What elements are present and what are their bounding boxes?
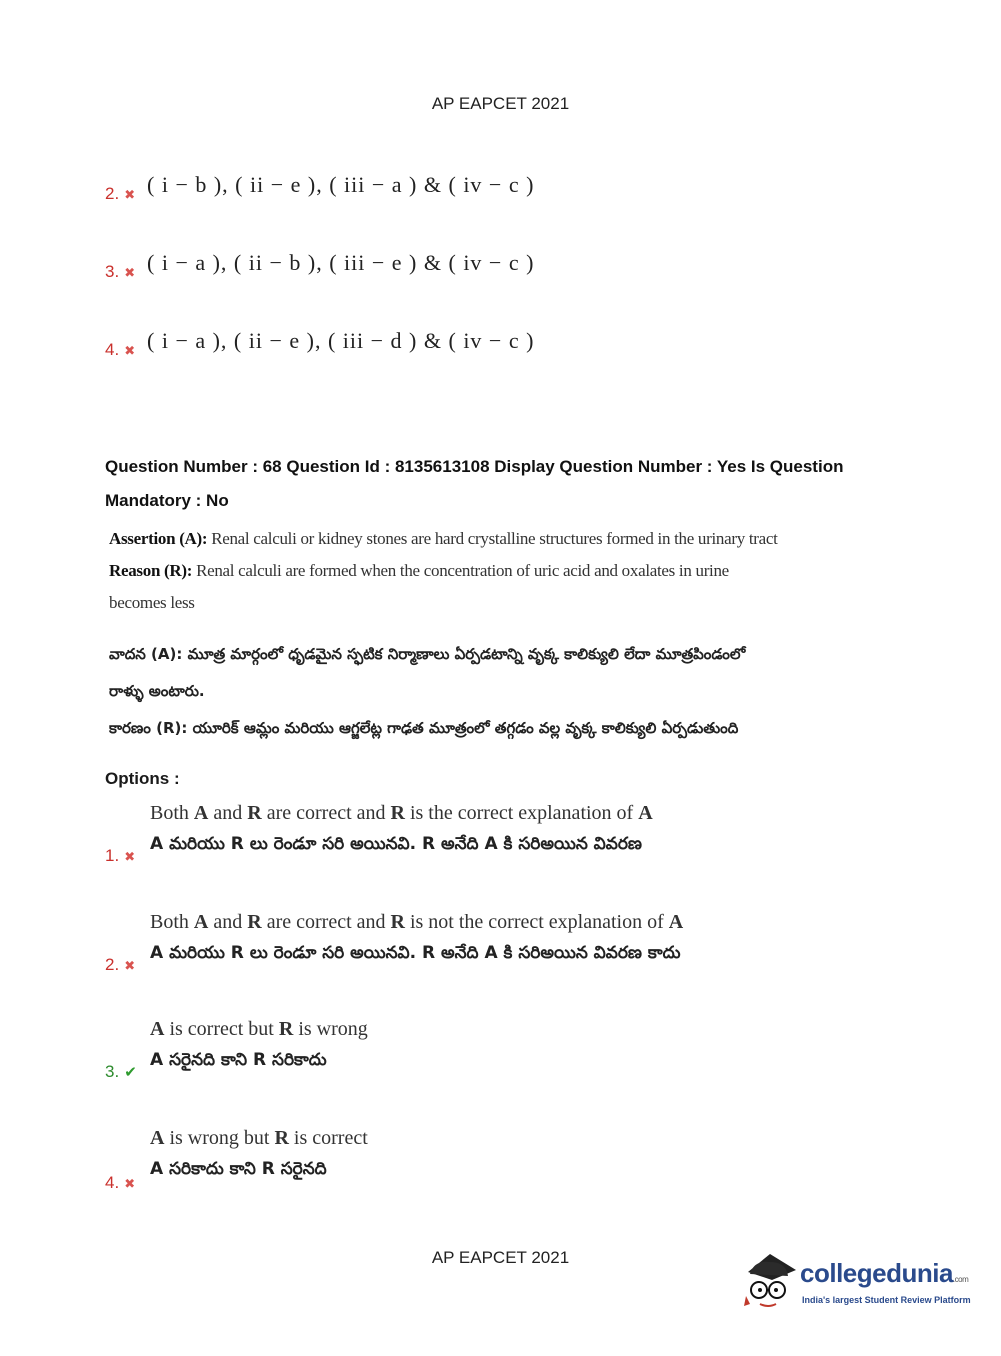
option-4-english: A is wrong but R is correct	[150, 1127, 368, 1149]
cross-icon: ✖	[124, 849, 136, 864]
option-number: 1.	[105, 846, 120, 865]
option-number: 2.	[105, 955, 120, 974]
option-2-telugu: A మరియు R లు రెండూ సరి అయినవి. R అనేది A కి సరిఅయిన వివరణ కాదు	[150, 943, 681, 963]
option-2-english: Both A and R are correct and R is not the correct explanation of A	[150, 911, 684, 933]
option-1-telugu: A మరియు R లు రెండూ సరి అయినవి. R అనేది A కి సరిఅయిన వివరణ	[150, 834, 642, 854]
mascot-icon	[742, 1250, 798, 1312]
assertion-statement	[109, 529, 778, 549]
option-expression: ( i − b ), ( ii − e ), ( iii − a ) & ( iv − c )	[147, 172, 535, 197]
telugu-reason: కారణం (R): యూరిక్ ఆమ్లం మరియు ఆగ్జలేట్ల గాఢత మూత్రంలో తగ్గడం వల్ల వృక్క కాలిక్యులి ఏర్పడుతుంది	[109, 719, 739, 737]
reason-statement	[109, 561, 729, 581]
option-number: 4.	[105, 1173, 120, 1192]
option-number: 4.	[105, 340, 120, 359]
option-expression: ( i − a ), ( ii − e ), ( iii − d ) & ( iv − c )	[147, 328, 535, 353]
cross-icon: ✖	[124, 1176, 136, 1191]
reason-text: Renal calculi are formed when the concentration of uric acid and oxalates in urine	[196, 561, 729, 580]
cross-icon: ✖	[124, 187, 136, 202]
question-meta-line2: Mandatory : No	[105, 491, 229, 510]
collegedunia-logo	[742, 1250, 972, 1316]
option-3-english: A is correct but R is wrong	[150, 1018, 368, 1040]
option-number: 3.	[105, 262, 120, 281]
cross-icon: ✖	[124, 265, 136, 280]
cross-icon: ✖	[124, 343, 136, 358]
reason-label: Reason (R):	[109, 561, 193, 580]
option-3-telugu: A సరైనది కాని R సరికాదు	[150, 1050, 327, 1070]
checkmark-icon: ✔	[124, 1064, 137, 1081]
telugu-assertion: వాదన (A): మూత్ర మార్గంలో ధృడమైన స్ఫటిక నిర్మాణాలు ఏర్పడటాన్ని వృక్క కాలిక్యులి లేదా మూత్రపిండంలో	[109, 645, 746, 663]
reason-statement-cont: becomes less	[109, 593, 195, 612]
logo-tagline: India's largest Student Review Platform	[802, 1295, 971, 1305]
cross-icon: ✖	[124, 958, 136, 973]
options-label: Options :	[105, 769, 180, 788]
assertion-label: Assertion (A):	[109, 529, 208, 548]
option-number: 3.	[105, 1062, 120, 1081]
option-1-english: Both A and R are correct and R is the correct explanation of A	[150, 802, 653, 824]
question-meta-line1: Question Number : 68 Question Id : 8135613108 Display Question Number : Yes Is Question	[105, 457, 844, 476]
telugu-assertion-cont: రాళ్ళు అంటారు.	[109, 682, 205, 700]
assertion-text: Renal calculi or kidney stones are hard crystalline structures formed in the urinary tract	[211, 529, 778, 548]
question-meta	[105, 450, 905, 518]
page-header: AP EAPCET 2021	[431, 94, 570, 113]
option-expression: ( i − a ), ( ii − b ), ( iii − e ) & ( iv − c )	[147, 250, 535, 275]
logo-wordmark: collegedunia.com	[800, 1258, 969, 1288]
option-number: 2.	[105, 184, 120, 203]
option-4-telugu: A సరికాదు కాని R సరైనది	[150, 1159, 327, 1179]
page-footer: AP EAPCET 2021	[431, 1248, 570, 1267]
